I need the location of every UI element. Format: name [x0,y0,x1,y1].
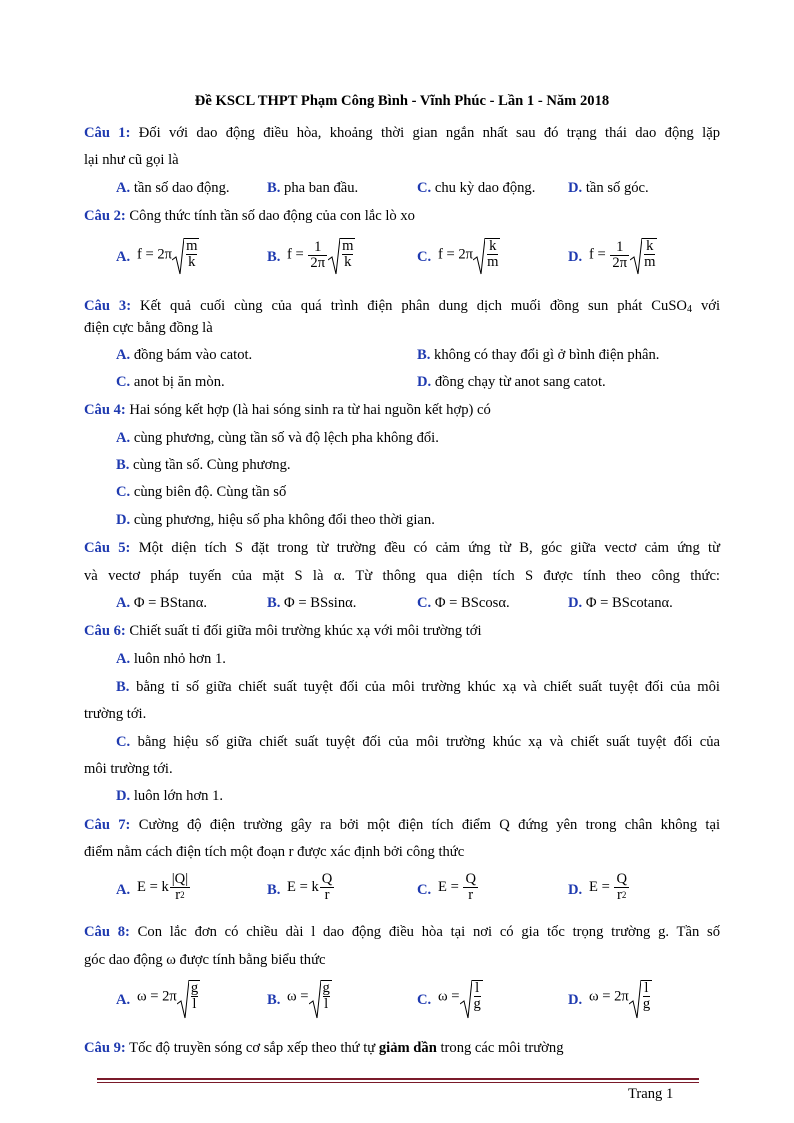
q7-option-a[interactable]: A. [116,882,131,898]
q7-formula-a: E = k $\frac{|Q|}{r^2}$ [137,871,189,903]
q9-label: Câu 9: [84,1040,126,1056]
q2-label: Câu 2: [84,208,126,224]
q3-label: Câu 3: [84,298,132,314]
q7-line1: Câu 7: Cường độ điện trường gây ra bởi một điện tích điểm Q đứng yên trong chân không tại [84,817,720,833]
q8-formula-a: ω = 2π $\frac{g}{l}$ [137,980,200,1014]
q2-option-d[interactable]: D. [568,249,583,265]
q3-option-d[interactable]: D. đồng chạy từ anot sang catot. [417,374,606,390]
q6-option-b-cont: trường tới. [84,706,147,722]
q6-option-b[interactable]: B. bằng tỉ số giữa chiết suất tuyệt đối của môi trường khúc xạ và chiết suất tuyệt đối của môi [116,679,720,695]
q2-formula-c: f = 2π $\frac{k}{m}$ [438,238,500,272]
q2-formula-b: f = $\frac{1}{2\pi}$ $\frac{m}{k}$ [287,238,355,272]
q4-option-d[interactable]: D. cùng phương, hiệu số pha không đổi theo thời gian. [116,512,435,528]
q2-formula-d: f = $\frac{1}{2\pi}$ $\frac{k}{m}$ [589,238,657,272]
q2-option-a[interactable]: A. [116,249,131,265]
q1-option-d[interactable]: D. tần số góc. [568,180,649,196]
q7-options [84,872,720,912]
q1-label: Câu 1: [84,125,131,141]
q4-option-c[interactable]: C. cùng biên độ. Cùng tần số [116,484,287,500]
q8-formula-b: ω = $\frac{g}{l}$ [287,980,332,1014]
q6-option-d[interactable]: D. luôn lớn hơn 1. [116,788,224,804]
q8-option-c[interactable]: C. [417,992,432,1008]
page-number: Trang 1 [628,1086,674,1102]
q5-label: Câu 5: [84,540,131,556]
q7-formula-c: E = $\frac{Q}{r}$ [438,871,476,903]
q4-label: Câu 4: [84,402,126,418]
q7-formula-d: E = $\frac{Q}{r^2}$ [589,871,627,903]
q3-option-b[interactable]: B. không có thay đổi gì ở bình điện phân. [417,347,660,363]
q8-line1: Câu 8: Con lắc đơn có chiều dài l dao động điều hòa tại nơi có gia tốc trọng trường g. Tần số [84,924,720,940]
q2-option-c[interactable]: C. [417,249,432,265]
q7-option-b[interactable]: B. [267,882,281,898]
q1-line2: lại như cũ gọi là [84,152,179,168]
q1-option-b[interactable]: B. pha ban đầu. [267,180,359,196]
footer-rule-thick [97,1078,699,1080]
q3-option-c[interactable]: C. anot bị ăn mòn. [116,374,225,390]
q1-line1: Câu 1: Đối với dao động điều hòa, khoảng thời gian ngắn nhất sau đó trạng thái dao động lặp [84,125,720,141]
q5-option-a[interactable]: A. Φ = BStanα. [116,595,208,611]
q8-option-d[interactable]: D. [568,992,583,1008]
q9-stem: Câu 9: Tốc độ truyền sóng cơ sắp xếp theo thứ tự giảm dần trong các môi trường [84,1040,564,1056]
q2-formula-a: f = 2π $\frac{m}{k}$ [137,238,199,272]
q8-label: Câu 8: [84,924,130,940]
footer-rule-thin [97,1082,699,1083]
q2-option-b[interactable]: B. [267,249,281,265]
q6-stem: Câu 6: Chiết suất tỉ đối giữa môi trường khúc xạ với môi trường tới [84,623,482,639]
q6-option-a[interactable]: A. luôn nhỏ hơn 1. [116,651,226,667]
q7-line2: điểm nằm cách điện tích một đoạn r được xác định bởi công thức [84,844,465,860]
q8-formula-c: ω = $\frac{l}{g}$ [438,980,483,1014]
q5-line2: và vectơ pháp tuyến của mặt S là α. Từ thông qua diện tích S được tính theo công thức: [84,568,720,584]
q5-line1: Câu 5: Một diện tích S đặt trong từ trường đều có cảm ứng từ B, góc giữa vectơ cảm ứng từ [84,540,720,556]
q8-line2: góc dao động ω được tính bằng biểu thức [84,952,326,968]
q5-option-c[interactable]: C. Φ = BScosα. [417,595,510,611]
q3-line2: điện cực bằng đồng là [84,320,213,336]
exam-title: Đề KSCL THPT Phạm Công Bình - Vĩnh Phúc - Lần 1 - Năm 2018 [194,93,610,109]
q7-formula-b: E = k $\frac{Q}{r}$ [287,871,333,903]
q6-option-c-cont: môi trường tới. [84,761,173,777]
q6-label: Câu 6: [84,623,126,639]
q8-option-b[interactable]: B. [267,992,281,1008]
q3-option-a[interactable]: A. đồng bám vào catot. [116,347,253,363]
q8-option-a[interactable]: A. [116,992,131,1008]
q2-stem: Câu 2: Công thức tính tần số dao động của con lắc lò xo [84,208,415,224]
q4-stem: Câu 4: Hai sóng kết hợp (là hai sóng sinh ra từ hai nguồn kết hợp) có [84,402,491,418]
q5-option-b[interactable]: B. Φ = BSsinα. [267,595,357,611]
q3-line1: Câu 3: Kết quả cuối cùng của quá trình điện phân dung dịch muối đồng sun phát CuSO$_4$ với [84,298,721,315]
q4-option-b[interactable]: B. cùng tần số. Cùng phương. [116,457,291,473]
q4-option-a[interactable]: A. cùng phương, cùng tần số và độ lệch pha không đổi. [116,430,439,446]
q2-options [84,238,720,278]
q7-option-c[interactable]: C. [417,882,432,898]
q8-options [84,980,720,1024]
q5-option-d[interactable]: D. Φ = BScotanα. [568,595,673,611]
q6-option-c[interactable]: C. bằng hiệu số giữa chiết suất tuyệt đối của môi trường khúc xạ và chiết suất tuyệt đối của [116,734,720,750]
q8-formula-d: ω = 2π $\frac{l}{g}$ [589,980,652,1014]
q7-label: Câu 7: [84,817,131,833]
q1-option-a[interactable]: A. tần số dao động. [116,180,230,196]
q7-option-d[interactable]: D. [568,882,583,898]
q1-option-c[interactable]: C. chu kỳ dao động. [417,180,536,196]
